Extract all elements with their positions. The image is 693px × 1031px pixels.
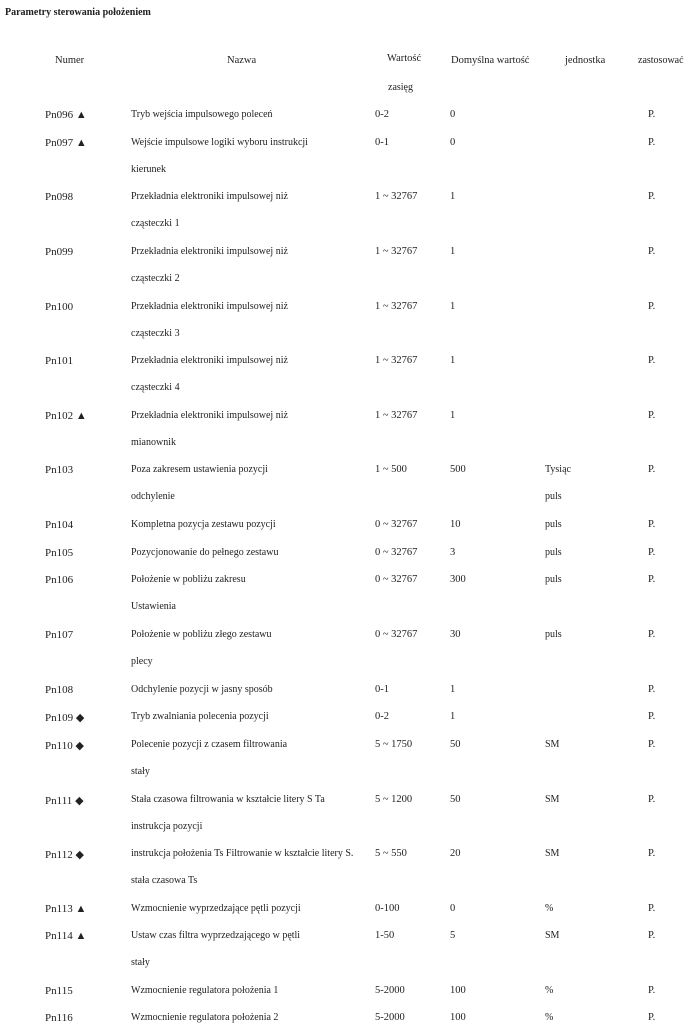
param-applicable: P. xyxy=(648,547,656,558)
param-unit-line: puls xyxy=(545,519,562,530)
param-number xyxy=(45,903,86,915)
param-applicable: P. xyxy=(648,930,656,941)
param-range: 5-2000 xyxy=(375,985,405,996)
param-unit-line: puls xyxy=(545,547,562,558)
param-default: 20 xyxy=(450,848,461,859)
param-number xyxy=(45,301,73,313)
param-name xyxy=(131,238,288,292)
param-applicable: P. xyxy=(648,109,656,120)
param-name xyxy=(131,293,288,347)
param-default: 30 xyxy=(450,629,461,640)
param-number xyxy=(45,930,86,942)
param-unit-line: SM xyxy=(545,739,560,750)
param-range: 1 ~ 500 xyxy=(375,464,407,475)
param-unit xyxy=(545,566,562,593)
param-name xyxy=(131,347,288,401)
param-name xyxy=(131,895,301,922)
page-title: Parametry sterowania położeniem xyxy=(5,7,151,18)
param-number-text: Pn115 xyxy=(45,985,73,997)
param-name-line: Przekładnia elektroniki impulsowej niż xyxy=(131,191,288,202)
param-name xyxy=(131,676,273,703)
param-number-text: Pn099 xyxy=(45,246,74,258)
param-applicable: P. xyxy=(648,711,656,722)
param-range: 1 ~ 32767 xyxy=(375,246,418,257)
param-number-text: Pn096 xyxy=(45,109,74,121)
diamond-marker-icon: ◆ xyxy=(72,795,84,807)
param-name xyxy=(131,402,288,456)
param-name-line: Kompletna pozycja zestawu pozycji xyxy=(131,519,276,530)
param-range: 0 ~ 32767 xyxy=(375,519,418,530)
param-unit-line: SM xyxy=(545,794,560,805)
diamond-marker-icon: ◆ xyxy=(72,740,84,752)
param-name xyxy=(131,511,276,538)
triangle-marker-icon: ▲ xyxy=(72,930,87,942)
param-name-line: stała czasowa Ts xyxy=(131,875,198,886)
param-name xyxy=(131,183,288,237)
param-default: 50 xyxy=(450,739,461,750)
param-applicable: P. xyxy=(648,246,656,257)
param-unit-line: Tysiąc xyxy=(545,464,571,475)
param-name xyxy=(131,1004,278,1031)
param-name-line: instrukcja położenia Ts Filtrowanie w kształcie litery S. xyxy=(131,848,354,859)
param-applicable: P. xyxy=(648,1012,656,1023)
param-name-line: Tryb zwalniania polecenia pozycji xyxy=(131,711,269,722)
param-name xyxy=(131,621,272,675)
param-number-text: Pn098 xyxy=(45,191,74,203)
param-name xyxy=(131,786,325,840)
param-default: 100 xyxy=(450,985,466,996)
param-unit xyxy=(545,922,559,949)
header-default: Domyślna wartość xyxy=(451,55,530,66)
param-range: 0 ~ 32767 xyxy=(375,547,418,558)
param-name-line: Pozycjonowanie do pełnego zestawu xyxy=(131,547,279,558)
param-unit-line: % xyxy=(545,1012,554,1023)
param-number xyxy=(45,246,73,258)
param-applicable: P. xyxy=(648,519,656,530)
triangle-marker-icon: ▲ xyxy=(72,903,87,915)
param-number xyxy=(45,519,73,531)
param-name xyxy=(131,977,278,1004)
param-number xyxy=(45,464,73,476)
param-name-line: Tryb wejścia impulsowego poleceń xyxy=(131,109,273,120)
param-name xyxy=(131,840,353,894)
param-number xyxy=(45,547,73,559)
param-default: 5 xyxy=(450,930,456,941)
param-name-line: Przekładnia elektroniki impulsowej niż xyxy=(131,246,288,257)
param-default: 1 xyxy=(450,684,456,695)
param-number xyxy=(45,355,73,367)
header-number: Numer xyxy=(55,55,85,66)
header-unit: jednostka xyxy=(565,55,606,66)
param-unit xyxy=(545,731,559,758)
param-unit-line: % xyxy=(545,903,554,914)
diamond-marker-icon: ◆ xyxy=(73,712,85,724)
param-number xyxy=(45,574,73,586)
param-range: 0 ~ 32767 xyxy=(375,574,418,585)
param-range: 5 ~ 550 xyxy=(375,848,407,859)
header-name: Nazwa xyxy=(227,55,257,66)
param-applicable: P. xyxy=(648,848,656,859)
triangle-marker-icon: ▲ xyxy=(73,410,87,422)
param-name-line: cząsteczki 3 xyxy=(131,328,180,339)
param-name-line: odchylenie xyxy=(131,491,175,502)
param-range: 0 ~ 32767 xyxy=(375,629,418,640)
param-applicable: P. xyxy=(648,574,656,585)
param-name xyxy=(131,101,273,128)
param-applicable: P. xyxy=(648,301,656,312)
param-range: 0-1 xyxy=(375,684,389,695)
param-number xyxy=(45,985,73,997)
param-range: 0-2 xyxy=(375,711,389,722)
param-name-line: Wzmocnienie wyprzedzające pętli pozycji xyxy=(131,903,301,914)
param-default: 1 xyxy=(450,355,456,366)
param-default: 1 xyxy=(450,711,456,722)
param-range: 5-2000 xyxy=(375,1012,405,1023)
param-number-text: Pn103 xyxy=(45,464,74,476)
param-applicable: P. xyxy=(648,355,656,366)
param-default: 500 xyxy=(450,464,466,475)
param-default: 10 xyxy=(450,519,461,530)
param-unit-line: SM xyxy=(545,848,560,859)
param-name-line: plecy xyxy=(131,656,153,667)
param-default: 3 xyxy=(450,547,456,558)
param-name-line: instrukcja pozycji xyxy=(131,821,203,832)
param-applicable: P. xyxy=(648,985,656,996)
param-unit xyxy=(545,840,559,867)
param-number-text: Pn112 xyxy=(45,849,73,861)
param-default: 300 xyxy=(450,574,466,585)
param-range: 1 ~ 32767 xyxy=(375,191,418,202)
param-unit-line: SM xyxy=(545,930,560,941)
param-number-text: Pn106 xyxy=(45,574,74,586)
param-number xyxy=(45,410,87,422)
param-name-line: kierunek xyxy=(131,164,166,175)
param-applicable: P. xyxy=(648,903,656,914)
param-range: 0-2 xyxy=(375,109,389,120)
param-number xyxy=(45,848,84,861)
param-name xyxy=(131,129,308,183)
param-range: 1 ~ 32767 xyxy=(375,410,418,421)
param-unit-line: % xyxy=(545,985,554,996)
param-name xyxy=(131,539,278,566)
param-name-line: Odchylenie pozycji w jasny sposób xyxy=(131,684,273,695)
param-applicable: P. xyxy=(648,464,656,475)
param-number-text: Pn109 xyxy=(45,712,74,724)
param-applicable: P. xyxy=(648,684,656,695)
param-unit xyxy=(545,456,571,510)
param-number-text: Pn108 xyxy=(45,684,74,696)
param-unit-line: puls xyxy=(545,491,562,502)
param-range: 1 ~ 32767 xyxy=(375,301,418,312)
param-number-text: Pn102 xyxy=(45,410,74,422)
param-name-line: Przekładnia elektroniki impulsowej niż xyxy=(131,355,288,366)
param-applicable: P. xyxy=(648,137,656,148)
diamond-marker-icon: ◆ xyxy=(72,849,84,861)
param-unit xyxy=(545,511,562,538)
param-applicable: P. xyxy=(648,739,656,750)
param-number xyxy=(45,629,73,641)
param-name-line: Położenie w pobliżu złego zestawu xyxy=(131,629,272,640)
param-default: 1 xyxy=(450,246,456,257)
param-number-text: Pn110 xyxy=(45,740,73,752)
param-name-line: Przekładnia elektroniki impulsowej niż xyxy=(131,301,288,312)
param-name-line: Przekładnia elektroniki impulsowej niż xyxy=(131,410,288,421)
param-number-text: Pn111 xyxy=(45,795,73,807)
param-name xyxy=(131,566,246,620)
header-applicable: zastosować xyxy=(638,55,684,66)
param-name-line: cząsteczki 2 xyxy=(131,273,180,284)
param-number-text: Pn107 xyxy=(45,629,74,641)
param-name-line: cząsteczki 4 xyxy=(131,382,180,393)
param-number-text: Pn101 xyxy=(45,355,74,367)
param-name-line: Wejście impulsowe logiki wyboru instrukcji xyxy=(131,137,308,148)
param-default: 1 xyxy=(450,191,456,202)
param-default: 50 xyxy=(450,794,461,805)
param-number xyxy=(45,109,87,121)
param-range: 1-50 xyxy=(375,930,395,941)
param-default: 0 xyxy=(450,109,456,120)
param-name-line: Poza zakresem ustawienia pozycji xyxy=(131,464,268,475)
param-name xyxy=(131,731,287,785)
param-applicable: P. xyxy=(648,794,656,805)
param-name xyxy=(131,703,269,730)
param-unit xyxy=(545,1004,553,1031)
param-number xyxy=(45,1012,73,1024)
param-number xyxy=(45,191,73,203)
param-number-text: Pn113 xyxy=(45,903,73,915)
triangle-marker-icon: ▲ xyxy=(73,109,87,121)
param-number-text: Pn114 xyxy=(45,930,73,942)
param-default: 1 xyxy=(450,301,456,312)
param-unit xyxy=(545,786,559,813)
param-name-line: stały xyxy=(131,957,150,968)
param-range: 0-1 xyxy=(375,137,389,148)
param-range: 5 ~ 1750 xyxy=(375,739,413,750)
param-range: 0-100 xyxy=(375,903,400,914)
header-value: Wartość xyxy=(387,53,422,64)
param-number xyxy=(45,137,87,149)
param-name-line: Ustawienia xyxy=(131,601,176,612)
param-default: 0 xyxy=(450,137,456,148)
param-unit xyxy=(545,621,562,648)
param-number-text: Pn100 xyxy=(45,301,74,313)
triangle-marker-icon: ▲ xyxy=(73,137,87,149)
param-name-line: Położenie w pobliżu zakresu xyxy=(131,574,246,585)
param-applicable: P. xyxy=(648,410,656,421)
param-name-line: Polecenie pozycji z czasem filtrowania xyxy=(131,739,288,750)
param-applicable: P. xyxy=(648,629,656,640)
param-unit xyxy=(545,977,553,1004)
param-number xyxy=(45,684,73,696)
param-name-line: Ustaw czas filtra wyprzedzającego w pętli xyxy=(131,930,301,941)
param-name xyxy=(131,922,300,976)
param-unit-line: puls xyxy=(545,574,562,585)
param-range: 1 ~ 32767 xyxy=(375,355,418,366)
param-unit xyxy=(545,895,553,922)
param-name-line: cząsteczki 1 xyxy=(131,218,180,229)
param-name-line: mianownik xyxy=(131,437,176,448)
param-default: 1 xyxy=(450,410,456,421)
param-number xyxy=(45,711,84,724)
param-number xyxy=(45,794,84,807)
param-name-line: stały xyxy=(131,766,150,777)
param-applicable: P. xyxy=(648,191,656,202)
param-number-text: Pn097 xyxy=(45,137,74,149)
param-number-text: Pn105 xyxy=(45,547,74,559)
param-name-line: Wzmocnienie regulatora położenia 2 xyxy=(131,1012,279,1023)
param-default: 0 xyxy=(450,903,456,914)
param-unit-line: puls xyxy=(545,629,562,640)
param-default: 100 xyxy=(450,1012,466,1023)
param-name-line: Stała czasowa filtrowania w kształcie litery S Ta xyxy=(131,794,325,805)
param-number-text: Pn104 xyxy=(45,519,74,531)
param-range: 5 ~ 1200 xyxy=(375,794,413,805)
param-unit xyxy=(545,539,562,566)
header-range: zasięg xyxy=(388,82,413,93)
param-name-line: Wzmocnienie regulatora położenia 1 xyxy=(131,985,279,996)
param-number-text: Pn116 xyxy=(45,1012,73,1024)
param-number xyxy=(45,739,84,752)
param-name xyxy=(131,456,268,510)
